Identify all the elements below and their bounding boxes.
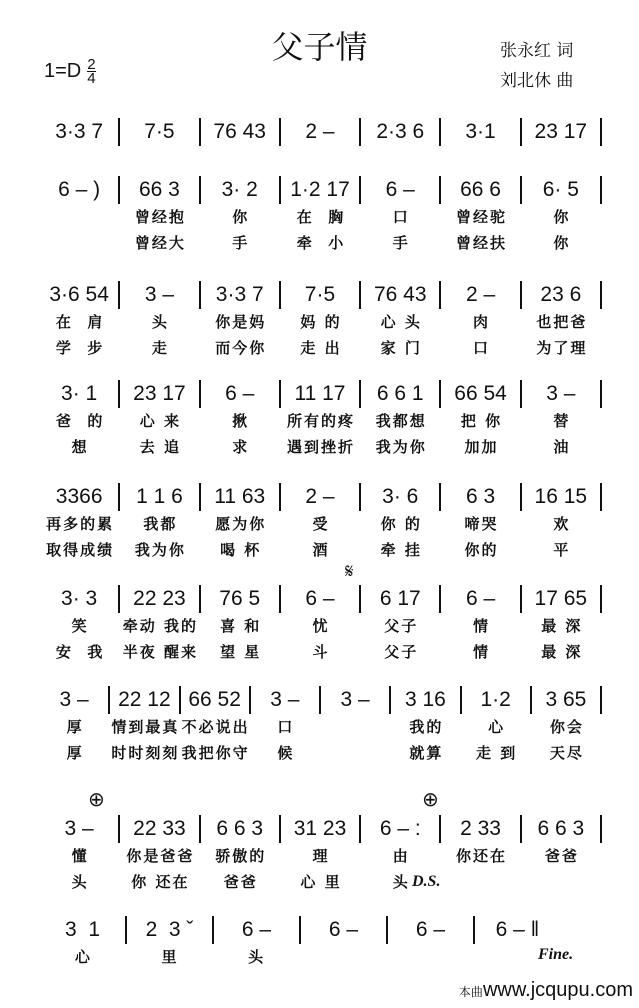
lyric: 爸 的 — [55, 412, 105, 430]
measure: 3 – — [40, 815, 120, 843]
lyric: 肉 — [473, 313, 491, 331]
measure: 66 6 — [441, 176, 521, 204]
time-top: 2 — [87, 56, 96, 73]
lyric: 曾经抱 — [134, 208, 186, 226]
measure: 3· 6 — [361, 483, 441, 511]
lyric: 揪 — [232, 412, 250, 430]
measure: 6 – — [361, 176, 441, 204]
lyric: 理 — [312, 847, 330, 865]
key: 1=D — [44, 60, 82, 82]
measure: 3·6 54 — [40, 281, 120, 309]
lyrics-row — [40, 309, 602, 335]
watermark-prefix: 本曲 — [458, 985, 483, 999]
measure: 22 23 — [120, 585, 200, 613]
key-signature — [44, 58, 96, 85]
lyric: 不必说出 — [181, 718, 250, 736]
lyric: 我都 — [143, 515, 178, 533]
time-signature — [87, 58, 95, 85]
measure: 6 17 — [361, 585, 441, 613]
lyric: 我都想 — [375, 412, 427, 430]
measure: 66 54 — [441, 380, 521, 408]
lyric: 替 — [553, 412, 571, 430]
measure: 3 – — [251, 686, 321, 714]
lyric: 头 — [151, 313, 169, 331]
measure: 6 – — [301, 916, 388, 944]
lyric: 你 还在 — [131, 873, 190, 891]
lyric: 懂 — [71, 847, 89, 865]
lyric: 遇到挫折 — [286, 438, 355, 456]
lyrics-row — [40, 639, 602, 665]
system-3 — [40, 281, 602, 361]
measure: 11 17 — [281, 380, 361, 408]
lyric: 你是爸爸 — [126, 847, 195, 865]
lyrics-row — [40, 511, 602, 537]
lyric: 情 — [473, 643, 491, 661]
system-4 — [40, 380, 602, 460]
lyric: 想 — [71, 438, 89, 456]
lyrics-row — [40, 869, 602, 895]
lyric: 在 肩 — [55, 313, 105, 331]
lyric: 而今你 — [215, 339, 267, 357]
lyric: 手 — [232, 234, 250, 252]
lyric: 最 深 — [541, 643, 583, 661]
system-5 — [40, 483, 602, 563]
lyric: 喜 和 — [220, 617, 262, 635]
measure: 6 – — [388, 916, 475, 944]
ds-marking: D.S. — [412, 873, 441, 890]
measure: 3· 3 — [40, 585, 120, 613]
segno-sign: 𝄋 — [345, 561, 354, 583]
measure: 76 5 — [201, 585, 281, 613]
coda-sign-1: ⊕ — [88, 789, 105, 811]
lyrics-row — [40, 335, 602, 361]
lyric: 平 — [553, 541, 571, 559]
lyric: 我为你 — [375, 438, 427, 456]
lyrics-row — [40, 434, 602, 460]
lyric: 你 — [232, 208, 250, 226]
lyric: 厚 — [66, 744, 84, 762]
lyric — [522, 869, 602, 895]
measure: 1 1 6 — [120, 483, 200, 511]
measure: 6 3 — [441, 483, 521, 511]
lyric: 半夜 醒来 — [122, 643, 199, 661]
system-8 — [40, 789, 602, 895]
lyric: 你还在 — [456, 847, 508, 865]
lyric: 情到最真 — [111, 718, 180, 736]
lyric: 啼哭 — [464, 515, 499, 533]
lyrics-row — [40, 714, 602, 740]
lyric — [40, 204, 120, 230]
lyric: 骄傲的 — [215, 847, 267, 865]
notes-row — [40, 118, 602, 146]
measure: 31 23 — [281, 815, 361, 843]
lyric: 酒 — [312, 541, 330, 559]
lyrics-row — [40, 613, 602, 639]
measure: 66 3 — [120, 176, 200, 204]
measure: 23 17 — [522, 118, 602, 146]
time-bottom: 4 — [87, 70, 96, 87]
lyrics-row — [40, 843, 602, 869]
lyric: 曾经扶 — [456, 234, 508, 252]
measure: 66 52 — [181, 686, 251, 714]
measure: 17 65 — [522, 585, 602, 613]
lyric: 曾经驼 — [456, 208, 508, 226]
lyric: 在 胸 — [296, 208, 346, 226]
fine-marking: Fine. — [538, 946, 574, 963]
lyric: 爸爸 — [544, 847, 579, 865]
measure: 6 – — [201, 380, 281, 408]
system-7 — [40, 686, 602, 766]
lyric: 情 — [473, 617, 491, 635]
lyric: 你 — [553, 234, 571, 252]
measure: 16 15 — [522, 483, 602, 511]
measure: 3 – — [321, 686, 391, 714]
measure: 3 1 — [40, 916, 127, 944]
watermark-url: www.jcqupu.com — [482, 979, 633, 1001]
measure: 23 17 — [120, 380, 200, 408]
lyric: 心 — [488, 718, 506, 736]
lyric: 你会 — [549, 718, 584, 736]
lyric: 加加 — [464, 438, 499, 456]
lyric: 妈 的 — [300, 313, 342, 331]
system-9 — [40, 916, 574, 970]
lyric: 由 — [392, 847, 410, 865]
lyric: 再多的累 — [46, 515, 115, 533]
measure: 3 16 — [391, 686, 461, 714]
lyric: 候 — [277, 744, 295, 762]
lyric: 受 — [312, 515, 330, 533]
measure: 3 – — [40, 686, 110, 714]
measure: 3 65 — [532, 686, 602, 714]
system-2 — [40, 176, 602, 256]
measure: 3·3 7 — [201, 281, 281, 309]
measure: 7·5 — [120, 118, 200, 146]
measure: 6 – — [441, 585, 521, 613]
lyric: 心 头 — [380, 313, 422, 331]
measure: 6 6 3 — [201, 815, 281, 843]
lyric: 厚 — [66, 718, 84, 736]
notes-row — [40, 686, 602, 714]
lyric: 走 — [151, 339, 169, 357]
lyric: 求 — [232, 438, 250, 456]
measure: 6 – — [214, 916, 301, 944]
lyric: 也把爸 — [536, 313, 588, 331]
lyric: 曾经大 — [134, 234, 186, 252]
lyric: 头 — [71, 873, 89, 891]
watermark — [459, 979, 633, 1002]
system-6 — [40, 561, 602, 665]
measure: 2 – — [441, 281, 521, 309]
lyric — [387, 944, 474, 970]
lyric: 最 深 — [541, 617, 583, 635]
lyric: 头 — [392, 873, 410, 891]
notes-row — [40, 176, 602, 204]
lyric: 笑 — [71, 617, 89, 635]
lyric: 欢 — [553, 515, 571, 533]
lyric: 时时刻刻 — [111, 744, 180, 762]
measure: 3· 2 — [201, 176, 281, 204]
lyric: 学 步 — [55, 339, 105, 357]
lyric: 油 — [553, 438, 571, 456]
lyric: 家 门 — [380, 339, 422, 357]
notes-row — [40, 916, 560, 944]
lyric: 为了理 — [536, 339, 588, 357]
lyric: 就算 — [409, 744, 444, 762]
lyric: 安 我 — [55, 643, 105, 661]
measure: 2 – — [281, 118, 361, 146]
system-1 — [40, 118, 602, 146]
lyric: 心 — [74, 948, 92, 966]
measure: 1·2 — [462, 686, 532, 714]
measure: 7·5 — [281, 281, 361, 309]
measure: 3·1 — [441, 118, 521, 146]
lyric: 口 — [473, 339, 491, 357]
lyric: 牵 小 — [296, 234, 346, 252]
measure: 3 – — [120, 281, 200, 309]
lyrics-row — [40, 944, 560, 970]
lyric: 我把你守 — [181, 744, 250, 762]
lyric: 你 — [553, 208, 571, 226]
lyricist: 张永红 词 — [500, 41, 574, 61]
lyric: 父子 — [384, 643, 419, 661]
lyric — [321, 740, 391, 766]
lyric: 愿为你 — [215, 515, 267, 533]
lyric — [441, 869, 521, 895]
lyric: 望 星 — [220, 643, 262, 661]
measure: 6· 5 — [522, 176, 602, 204]
measure: 6 – ) — [40, 176, 120, 204]
lyric: 我为你 — [134, 541, 186, 559]
lyric: 心 来 — [139, 412, 182, 430]
measure: 6 – : — [361, 815, 441, 843]
lyric: 父子 — [384, 617, 419, 635]
lyric: 手 — [392, 234, 410, 252]
lyric: 头 — [248, 948, 266, 966]
measure: 2 33 — [441, 815, 521, 843]
measure: 76 43 — [201, 118, 281, 146]
notes-row — [40, 585, 602, 613]
lyrics-row — [40, 537, 602, 563]
notes-row — [40, 815, 602, 843]
lyric: 牵动 我的 — [122, 617, 199, 635]
measure: 1·2 17 — [281, 176, 361, 204]
notes-row — [40, 281, 602, 309]
lyric: 斗 — [312, 643, 330, 661]
lyric: 口 — [277, 718, 295, 736]
measure: 6 6 3 — [522, 815, 602, 843]
measure: 76 43 — [361, 281, 441, 309]
coda-sign-2: ⊕ — [422, 789, 439, 811]
lyrics-row — [40, 740, 602, 766]
measure: 2 – — [281, 483, 361, 511]
measure: 2 3 ˇ — [127, 916, 214, 944]
lyric: 口 — [392, 208, 410, 226]
lyric: 你是妈 — [215, 313, 267, 331]
lyric: 所有的疼 — [286, 412, 355, 430]
measure: 3366 — [40, 483, 120, 511]
lyric: 你的 — [464, 541, 499, 559]
measure: 3· 1 — [40, 380, 120, 408]
measure: 3 – — [522, 380, 602, 408]
lyric: 走 到 — [476, 744, 518, 762]
lyric — [321, 714, 391, 740]
song-title: 父子情 — [271, 28, 368, 66]
lyric: 我的 — [409, 718, 444, 736]
measure: 6 – — [281, 585, 361, 613]
lyric: 爸爸 — [223, 873, 258, 891]
lyric: 牵 挂 — [380, 541, 422, 559]
lyric: 忧 — [312, 617, 330, 635]
measure: 22 12 — [110, 686, 180, 714]
notes-row — [40, 380, 602, 408]
measure: 22 33 — [120, 815, 200, 843]
measure: 6 6 1 — [361, 380, 441, 408]
lyric: 喝 杯 — [220, 541, 262, 559]
notes-row — [40, 483, 602, 511]
lyric: 你 的 — [380, 515, 422, 533]
lyric: 把 你 — [460, 412, 503, 430]
measure: 6 – ‖ — [495, 918, 540, 941]
lyric — [300, 944, 387, 970]
lyric: 取得成绩 — [46, 541, 115, 559]
lyric: 里 — [161, 948, 179, 966]
measure: 2·3 6 — [361, 118, 441, 146]
lyric: 去 追 — [139, 438, 182, 456]
measure: 23 6 — [522, 281, 602, 309]
measure: 3·3 7 — [40, 118, 120, 146]
lyrics-row — [40, 204, 602, 230]
lyric: 走 出 — [300, 339, 342, 357]
lyrics-row — [40, 408, 602, 434]
composer: 刘北休 曲 — [500, 71, 574, 91]
lyric: 天尽 — [549, 744, 584, 762]
lyrics-row — [40, 230, 602, 256]
lyric — [40, 230, 120, 256]
measure: 11 63 — [201, 483, 281, 511]
lyric: 心 里 — [300, 873, 342, 891]
